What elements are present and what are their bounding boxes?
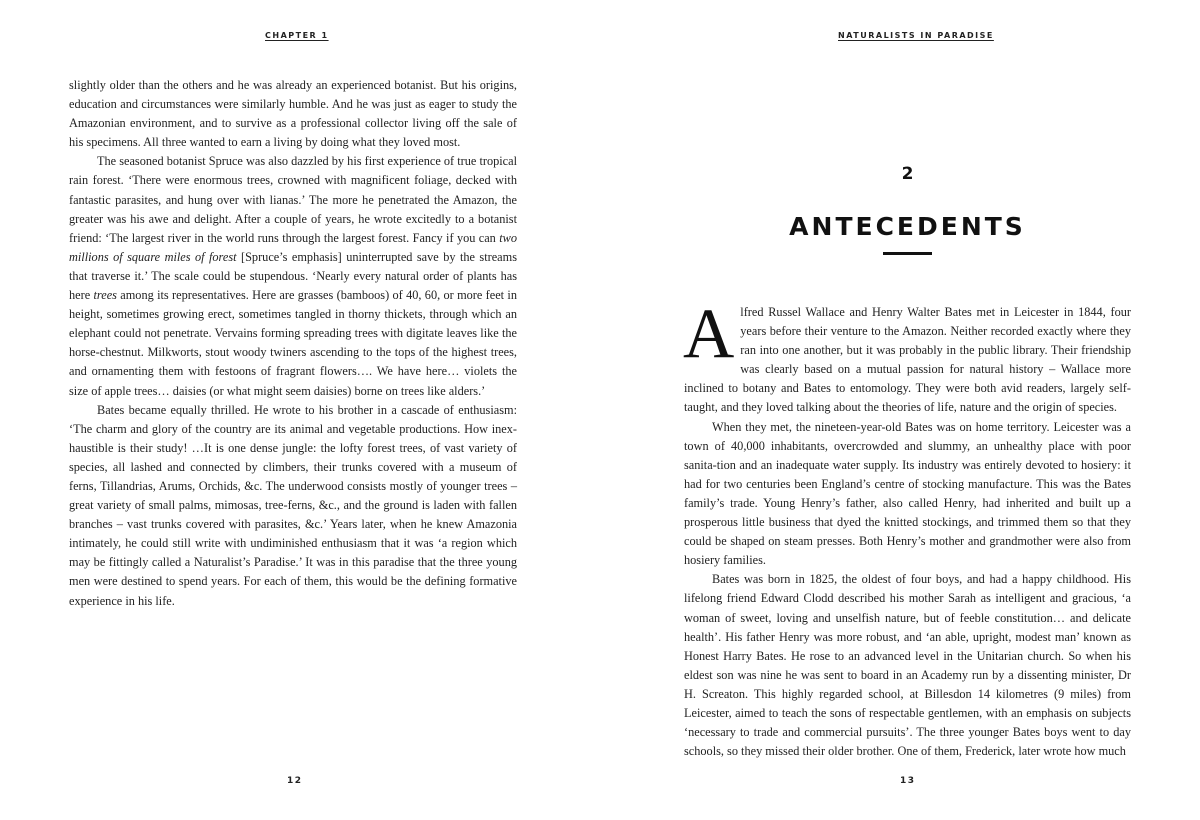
- running-head-right: NATURALISTS IN PARADISE: [838, 31, 994, 40]
- page-number-right: 13: [900, 776, 916, 786]
- text-run: The seasoned botanist Spruce was also dazzled by his first experience of true tropical rain forest. ‘There were enormous trees, crowned with magnificent foliage, decked with fantastic parasites, and hung over with lianas.’ The more he penetrated the Amazon, the greater was his awe and delight. After a couple of years, he wrote excitedly to a botanist friend: ‘The largest river in the world runs through the largest forest. Fancy if you can: [69, 154, 517, 245]
- running-head-left: CHAPTER 1: [265, 31, 329, 40]
- paragraph: slightly older than the others and he was already an experienced botanist. But his origins, education and circumstances were similarly humble. And he was just as eager to study the Amazonian environment, and to survive as a professional collector living off the sale of his specimens. All three wanted to earn a living by doing what they loved most.: [69, 78, 517, 150]
- chapter-number: 2: [901, 164, 914, 184]
- paragraph: Bates was born in 1825, the oldest of four boys, and had a happy childhood. His lifelong friend Edward Clodd described his mother Sarah as intelligent and gracious, ‘a woman of sweet, loving and unselfish nature, but of feeble constitution… and delicate health’. His father Henry was more robust, and ‘an able, upright, modest man’ known as Honest Harry Bates. He rose to an advanced level in the Unitarian church. So when his eldest son was nine he was sent to board in an Academy run by a dissenting minister, Dr H. Screaton. This highly regarded school, at Billesdon 14 kilometres (9 miles) from Leicester, aimed to teach the sons of respectable gentlemen, with an emphasis on subjects ‘necessary to trade and commercial pursuits’. The three younger Bates boys went to day schools, so they missed their older brother. One of them, Frederick, later wrote how much: [684, 572, 1131, 759]
- drop-cap: A: [683, 295, 735, 373]
- paragraph: Bates became equally thrilled. He wrote to his brother in a cascade of enthusiasm: ‘The charm and glory of the country are its animal and vegetable productions. How inex-haustible is their study! …It is one dense jungle: the lofty forest trees, of vast variety of species, all lashed and connected by climbers, their trunks covered with a museum of ferns, Tillandrias, Arums, Orchids, &c. The underwood consists mostly of younger trees – great variety of small palms, mimosas, tree-ferns, &c., and the ground is laden with fallen branches – vast trunks covered with parasites, &c.’ Years later, when he knew Amazonia intimately, he could still write with undiminished enthusiasm that it was ‘a region which may be fittingly called a Naturalist’s Paradise.’ It was in this paradise that the three young men were destined to spend years. For each of them, this would be the defining formative experience in his life.: [69, 402, 517, 608]
- chapter-title: ANTECEDENTS: [789, 212, 1026, 241]
- right-body-text: [683, 295, 1131, 761]
- paragraph: [69, 152, 517, 400]
- chapter-title-rule: [883, 252, 932, 255]
- italic-text: two millions of square miles of forest: [69, 230, 517, 264]
- page-number-left: 12: [287, 776, 303, 786]
- text-run: [Spruce’s emphasis] uninterrupted save by the streams that traverse it.’ The scale could be stupendous. ‘Nearly every natural order of plants has here: [69, 249, 517, 303]
- text-run: among its representatives. Here are grasses (bamboos) of 40, 60, or more feet in height, sometimes growing erect, sometimes tangled in thorny thickets, through which an elephant could not penetrate. Vervains forming spreading trees with digitate leaves like the horse-chestnut. Milkworts, stout woody twiners ascending to the tops of the highest trees, and ornamenting them with festoons of fragrant flowers…. We have here… violets the size of apple trees… daisies (or what might seem daisies) borne on trees like alders.’: [69, 288, 517, 398]
- paragraph: When they met, the nineteen-year-old Bates was on home territory. Leicester was a town of 40,000 inhabitants, overcrowded and slummy, an unhealthy place with poor sanita-tion and an inadequate water supply. Its industry was entirely devoted to hosiery: it had for two centuries been England’s centre of stocking manufacture. This was the Bates family’s trade. Young Henry’s father, also called Henry, had inherited and built up a prosperous little business that dyed the knitted stockings, and trimmed them so that they could be shaped on steam presses. Both Henry’s mother and grandmother were also from hosiery families.: [684, 419, 1131, 568]
- text-run: lfred Russel Wallace and Henry Walter Bates met in Leicester in 1844, four years before their venture to the Amazon. Neither recorded exactly where they ran into one another, but it was probably in the public library. Their friendship was clearly based on a mutual passion for natural history – Wallace more inclined to botany and Bates to entomology. They were both avid readers, largely self-taught, and they loved talking about the theories of life, nature and the origin of species.: [684, 305, 1131, 415]
- italic-text: trees: [93, 288, 117, 303]
- paragraph: [683, 295, 1131, 418]
- left-body-text: [69, 76, 517, 611]
- right-page: [600, 0, 1200, 820]
